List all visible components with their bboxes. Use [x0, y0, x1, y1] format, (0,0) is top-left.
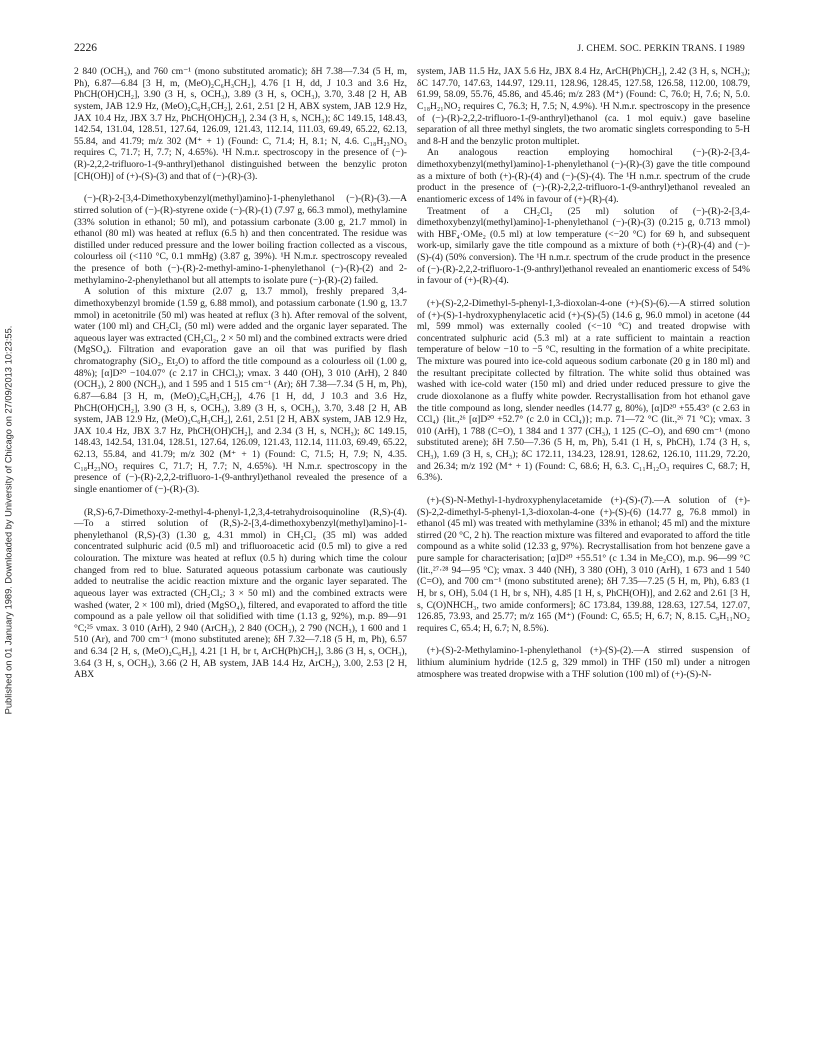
- paragraph: 2 840 (OCH₃), and 760 cm⁻¹ (mono substituted aromatic); δH 7.38—7.34 (5 H, m, Ph), 6.87—6.84 [3 H, m, (MeO)₂C₆H₃CH₂], 4.76 [1 H, dd, J 10.3 and 3.6 Hz, PhCH(OH)CH₂], 3.90 (3 H, s, OCH₃), 3.89 (3 H, s, OCH₃), 3.70, 3.48 [2 H, AB system, JAB 12.9 Hz, (MeO)₂C₆H₃CH₂], 2.61, 2.51 [2 H, ABX system, JAB 12.9 Hz, JAX 10.4 Hz, JBX 3.7 Hz, PhCH(OH)CH₂], 2.34 (3 H, s, NCH₃); δC 149.15, 148.43, 142.54, 131.04, 128.51, 127.64, 126.09, 121.43, 112.14, 111.03, 69.49, 65.22, 62.13, 55.84, and 41.79; m/z 302 (M⁺ + 1) (Found: C, 71.4; H, 8.1; N, 4.6. C₁₈H₂₃NO₃ requires C, 71.7; H, 7.7; N, 4.65%). ¹H N.m.r. spectroscopy in the presence of (−)-(R)-2,2,2-trifluoro-1-(9-anthryl)ethanol distinguished between the benzylic proton [CH(OH)] of (+)-(S)-(3) and that of (−)-(R)-(3).: [74, 66, 407, 182]
- side-banner-text: Published on 01 January 1989. Downloaded by University of Chicago on 27/09/2013 10:23:55.: [3, 325, 14, 715]
- paragraph: (+)-(S)-2-Methylamino-1-phenylethanol (+)-(S)-(2).—A stirred suspension of lithium aluminium hydride (12.5 g, 329 mmol) in THF (150 ml) under a nitrogen atmosphere was treated dropwise with a THF solution (100 ml) of (+)-(S)-N-: [417, 645, 750, 680]
- paragraph: system, JAB 11.5 Hz, JAX 5.6 Hz, JBX 8.4 Hz, ArCH(Ph)CH₂], 2.42 (3 H, s, NCH₃); δC 147.70, 147.63, 144.97, 129.11, 128.96, 128.45, 127.58, 126.58, 112.00, 108.79, 61.99, 58.09, 55.76, 45.86, and 45.46; m/z 283 (M⁺) (Found: C, 76.0; H, 7.6; N, 5.0. C₁₈H₂₁NO₂ requires C, 76.3; H, 7.5; N, 4.9%). ¹H N.m.r. spectroscopy in the presence of (−)-(R)-2,2,2-trifluoro-1-(9-anthryl)ethanol (ca. 1 mol equiv.) gave baseline separation of all three methyl singlets, the two aromatic singlets corresponding to 5-H and 8-H and the benzylic proton multiplet.: [417, 66, 750, 147]
- paragraph: Treatment of a CH₂Cl₂ (25 ml) solution of (−)-(R)-2-[3,4-dimethoxybenzyl(methyl)amino]-1-phenylethanol (−)-(R)-(3) (0.215 g, 0.713 mmol) with HBF₄·OMe₂ (0.5 ml) at low temperature (<−20 °C) for 69 h, and subsequent work-up, similarly gave the title compound as a mixture of both (+)-(R)-(4) and (−)-(S)-(4) (50% conversion). The ¹H n.m.r. spectrum of the crude product in the presence of (−)-(R)-2,2,2-trifluoro-1-(9-anthryl)ethanol revealed an enantiomeric excess of 54% in favour of (+)-(R)-(4).: [417, 205, 750, 287]
- paragraph: (+)-(S)-N-Methyl-1-hydroxyphenylacetamide (+)-(S)-(7).—A solution of (+)-(S)-2,2-dimethyl-5-phenyl-1,3-dioxolan-4-one (+)-(S)-(6) (14.77 g, 76.8 mmol) in ethanol (45 ml) was treated with methylamine (33% in ethanol; 45 ml) and the mixture stirred (20 °C, 2 h). The reaction mixture was filtered and evaporated to afford the title compound as a white solid (12.33 g, 97%). Recrystallisation from hot benzene gave a pure sample for characterisation; [α]D²⁰ +55.51° (c 1.34 in Me₂CO), m.p. 96—99 °C (lit.,²⁷·²⁸ 94—95 °C); νmax. 3 440 (NH), 3 380 (OH), 3 010 (ArH), 1 673 and 1 540 (C=O), and 700 cm⁻¹ (mono substituted arene); δH 7.35—7.25 (5 H, m, Ph), 6.83 (1 H, br s, OH), 5.04 (1 H, br s, NH), 4.85 [1 H, s, PhCH(OH)], and 2.62 and 2.61 [3 H, s, C(O)NHCH₃, two amide conformers]; δC 173.84, 139.88, 128.63, 127.54, 127.07, 126.85, 73.93, and 25.77; m/z 165 (M⁺) (Found: C, 65.5; H, 6.7; N, 8.15. C₉H₁₁NO₂ requires C, 65.4; H, 6.7; N, 8.5%).: [417, 494, 750, 634]
- paragraph: A solution of this mixture (2.07 g, 13.7 mmol), freshly prepared 3,4-dimethoxybenzyl bromide (1.59 g, 6.88 mmol), and potassium carbonate (1.90 g, 13.7 mmol) in acetonitrile (50 ml) was heated at reflux (3 h). After removal of the solvent, water (100 ml) and CH₂Cl₂ (50 ml) were added and the organic layer separated. The aqueous layer was extracted (CH₂Cl₂, 2 × 50 ml) and the combined extracts were dried (MgSO₄). Filtration and evaporation gave an oil that was purified by flash chromatography (SiO₂, Et₂O) to afford the title compound as a colourless oil (1.00 g, 48%); [α]D²⁰ −104.07° (c 2.17 in CHCl₃); νmax. 3 440 (OH), 3 010 (ArH), 2 840 (OCH₃), 2 800 (NCH₃), and 1 595 and 1 515 cm⁻¹ (Ar); δH 7.38—7.34 (5 H, m, Ph), 6.87—6.84 [3 H, m, (MeO)₂C₆H₃CH₂], 4.76 [1 H, dd, J 10.3 and 3.6 Hz, PhCH(OH)CH₂], 3.90 (3 H, s, OCH₃), 3.89 (3 H, s, OCH₃), 3.70, 3.48 [2 H, AB system, JAB 12.9 Hz, (MeO)₂C₆H₃CH₂], 2.61, 2.51 [2 H, ABX system, JAB 12.9 Hz, JAX 10.4 Hz, JBX 3.7 Hz, PhCH(OH)CH₂], and 2.34 (3 H, s, NCH₃); δC 149.15, 148.43, 142.54, 131.04, 128.51, 127.64, 126.09, 121.43, 112.14, 111.03, 69.49, 65.22, 62.13, 55.84, and 41.79; m/z 302 (M⁺ + 1) (Found: C, 71.5; H, 7.9; N, 4.35. C₁₈H₂₃NO₃ requires C, 71.7; H, 7.7; N, 4.65%). ¹H N.m.r. spectroscopy in the presence of (−)-(R)-2,2,2-trifluoro-1-(9-anthryl)ethanol revealed the presence of a single enantiomer of (−)-(R)-(3).: [74, 286, 407, 495]
- paragraph: An analogous reaction employing homochiral (−)-(R)-2-[3,4-dimethoxybenzyl(methyl)amino]-1-phenylethanol (−)-(R)-(3) gave the title compound as a mixture of both (+)-(R)-(4) and (−)-(S)-(4). The ¹H n.m.r. spectrum of the crude product in the presence of (−)-(R)-2,2,2-trifluoro-1-(9-anthryl)ethanol revealed an enantiomeric excess of 14% in favour of (+)-(R)-(4).: [417, 147, 750, 205]
- paragraph: (−)-(R)-2-[3,4-Dimethoxybenzyl(methyl)amino]-1-phenylethanol (−)-(R)-(3).—A stirred solution of (−)-(R)-styrene oxide (−)-(R)-(1) (7.97 g, 66.3 mmol), methylamine (33% solution in ethanol; 50 ml), and potassium carbonate (3.00 g, 21.7 mmol) in ethanol (80 ml) was heated at reflux (6.5 h) and then concentrated. The residue was distilled under reduced pressure and the lower boiling fraction collected as a viscous, colourless oil (<110 °C, 0.1 mmHg) (3.87 g, 39%). ¹H N.m.r. spectroscopy revealed the presence of both (−)-(R)-2-methyl-amino-1-phenylethanol (−)-(R)-(2) and 2-methylamino-2-phenylethanol but all attempts to isolate pure (−)-(R)-(2) failed.: [74, 193, 407, 286]
- page-number: 2226: [74, 42, 97, 54]
- paragraph: (+)-(S)-2,2-Dimethyl-5-phenyl-1,3-dioxolan-4-one (+)-(S)-(6).—A stirred solution of (+)-(S)-1-hydroxyphenylacetic acid (+)-(S)-(5) (14.6 g, 96.0 mmol) in acetone (44 ml, 599 mmol) was externally cooled (<−10 °C) and treated dropwise with concentrated sulphuric acid (5.3 ml) at a rate sufficient to maintain a reaction temperature of below −10 to −5 °C, resulting in the formation of a white precipitate. The mixture was poured into ice-cold aqueous sodium carbonate (20 g in 180 ml) and the resultant precipitate collected by filtration. The white solid thus obtained was washed with ice-cold water (150 ml) and dried under reduced pressure to give the crude dioxolanone as a fluffy white powder. Recrystallisation from hot ethanol gave the title compound as long, slender needles (14.77 g, 80%), [α]D²⁰ +55.43° (c 2.63 in CCl₄) {lit.,²⁶ [α]D²⁰ +52.7° (c 2.0 in CCl₄)}; m.p. 71—72 °C (lit.,²⁶ 71 °C); νmax. 3 010 (ArH), 1 788 (C=O), 1 384 and 1 377 (CH₃), 1 125 (C–O), and 690 cm⁻¹ (mono substituted arene); δH 7.50—7.36 (5 H, m, Ph), 5.41 (1 H, s, PhCH), 1.74 (3 H, s, CH₃), 1.69 (3 H, s, CH₃); δC 172.11, 134.23, 128.91, 128.62, 126.10, 111.29, 72.20, and 26.34; m/z 192 (M⁺ + 1) (Found: C, 68.6; H, 6.3. C₁₁H₁₂O₃ requires C, 68.7; H, 6.3%).: [417, 297, 750, 484]
- left-column: [74, 66, 407, 681]
- right-column: [417, 66, 750, 680]
- running-head: J. CHEM. SOC. PERKIN TRANS. I 1989: [577, 44, 745, 54]
- paragraph: (R,S)-6,7-Dimethoxy-2-methyl-4-phenyl-1,2,3,4-tetrahydroisoquinoline (R,S)-(4).—To a stirred solution of (R,S)-2-[3,4-dimethoxybenzyl(methyl)amino]-1-phenylethanol (R,S)-(3) (1.30 g, 4.31 mmol) in CH₂Cl₂ (35 ml) was added concentrated sulphuric acid (0.5 ml) and trifluoroacetic acid (0.5 ml) to give a red colouration. The mixture was heated at reflux (0.5 h) during which time the colour changed from red to blue. Saturated aqueous potassium carbonate was cautiously added to neutralise the acidic reaction mixture and the organic layer separated. The aqueous layer was extracted (CH₂Cl₂; 3 × 50 ml) and the combined extracts were washed (water, 2 × 100 ml), dried (MgSO₄), filtered, and evaporated to afford the title compound as a pale yellow oil that solidified with time (1.13 g, 92%), m.p. 89—91 °C;²⁵ νmax. 3 010 (ArH), 2 940 (ArCH₂), 2 840 (OCH₃), 2 790 (NCH₃), 1 600 and 1 510 (Ar), and 700 cm⁻¹ (mono substituted arene); δH 7.32—7.18 (5 H, m, Ph), 6.57 and 6.34 [2 H, s, (MeO)₂C₆H₂], 4.21 [1 H, br t, ArCH(Ph)CH₂], 3.86 (3 H, s, OCH₃), 3.64 (3 H, s, OCH₃), 3.66 (2 H, AB system, JAB 14.4 Hz, ArCH₂), 3.00, 2.53 [2 H, ABX: [74, 506, 407, 681]
- side-banner: [0, 120, 16, 920]
